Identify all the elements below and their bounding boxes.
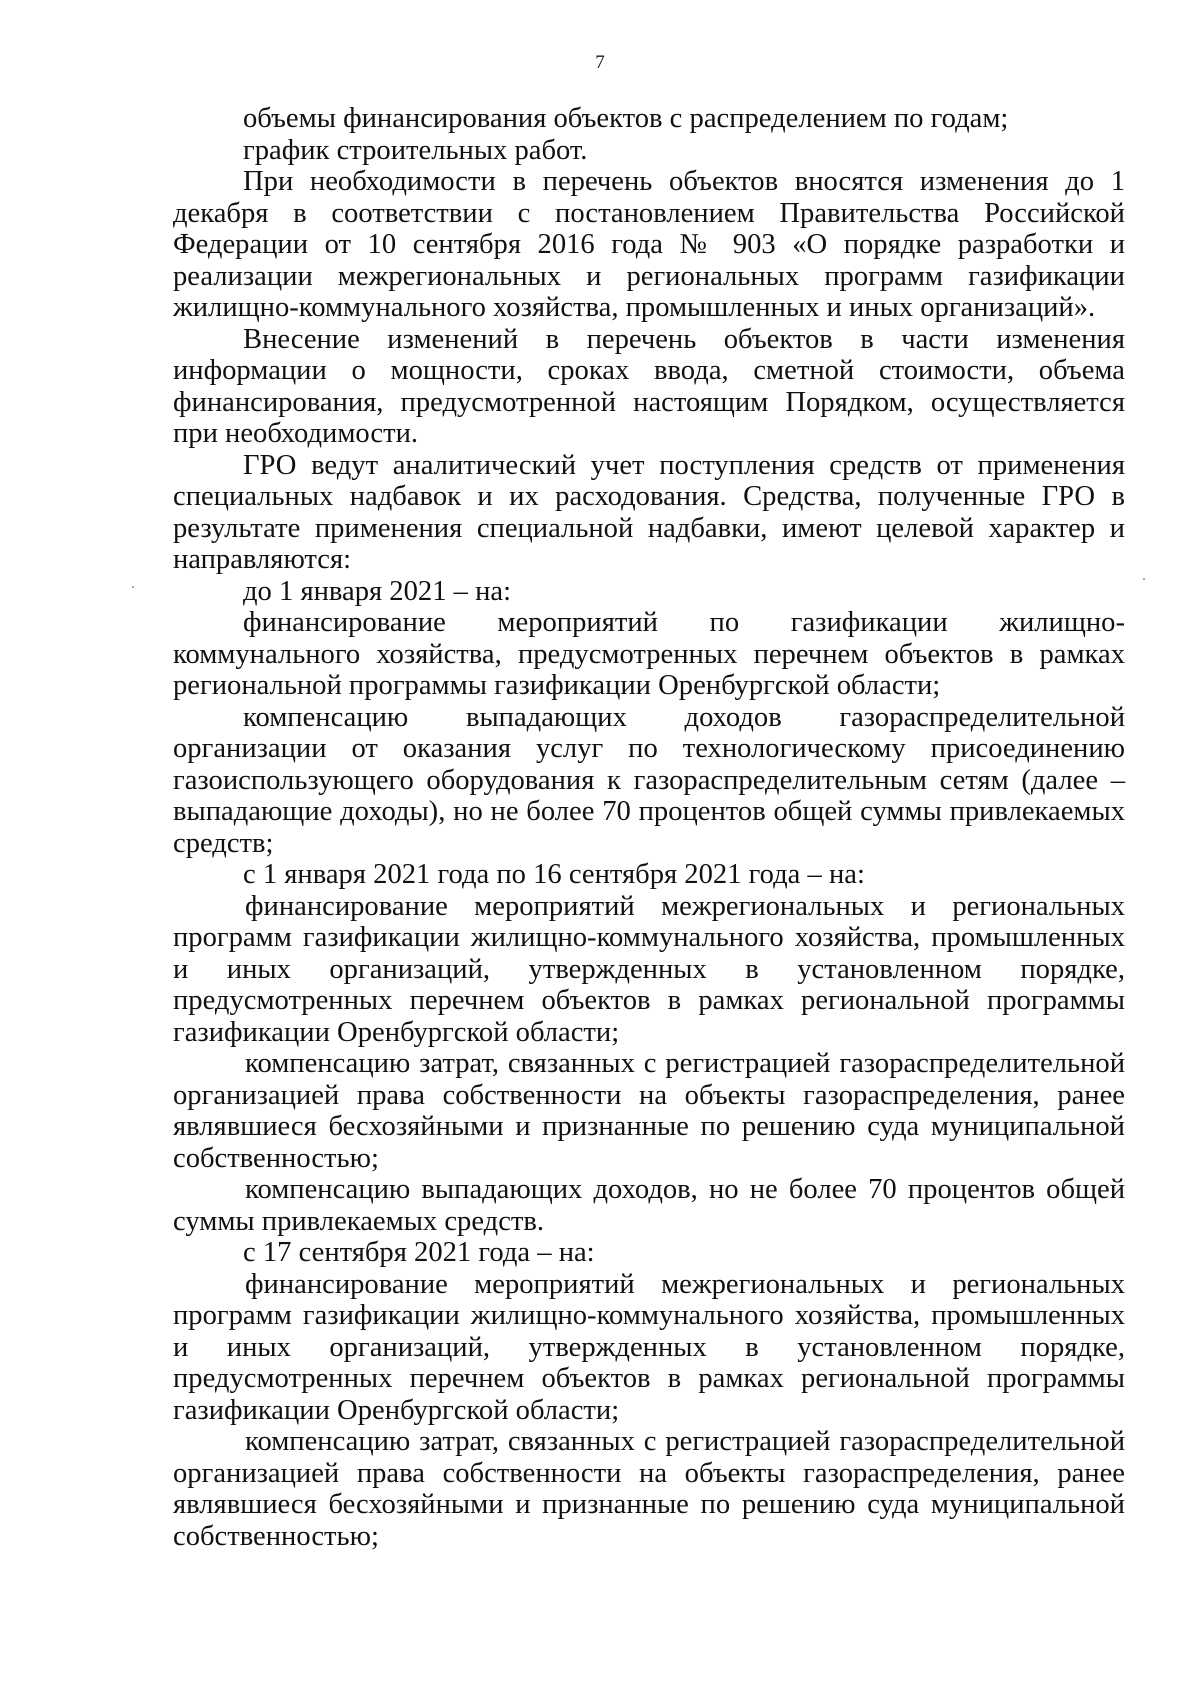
- paragraph: При необходимости в перечень объектов вносятся изменения до 1 декабря в соответствии с постановлением Правительства Российской Федерации от 10 сентября 2016 года № 903 «О порядке разработки и реализации межрегиональных и региональных программ газификации жилищно-коммунального хозяйства, промышленных и иных организаций».: [173, 166, 1125, 323]
- document-body: [173, 103, 1125, 1552]
- paragraph: до 1 января 2021 – на:: [243, 575, 512, 607]
- paragraph: график строительных работ.: [243, 134, 588, 166]
- paragraph: с 1 января 2021 года по 16 сентября 2021 года – на:: [243, 859, 865, 890]
- paragraph: с 17 сентября 2021 года – на:: [243, 1237, 595, 1268]
- paragraph: финансирование мероприятий по газификации жилищно-коммунального хозяйства, предусмотренных перечнем объектов в рамках региональной программы газификации Оренбургской области;: [173, 607, 1125, 701]
- scan-speck: [1143, 578, 1145, 580]
- paragraph: Внесение изменений в перечень объектов в части изменения информации о мощности, сроках ввода, сметной стоимости, объема финансирования, предусмотренной настоящим Порядком, осуществляется при необходимости.: [173, 323, 1125, 449]
- paragraph: компенсацию затрат, связанных с регистрацией газораспределительной организацией права собственности на объекты газораспределения, ранее являвшиеся бесхозяйными и признанные по решению суда муниципальной собственностью;: [173, 1048, 1125, 1174]
- paragraph: компенсацию затрат, связанных с регистрацией газораспределительной организацией права собственности на объекты газораспределения, ранее являвшиеся бесхозяйными и признанные по решению суда муниципальной собственностью;: [173, 1426, 1125, 1552]
- paragraph: компенсацию выпадающих доходов газораспределительной организации от оказания услуг по технологическому присоединению газоиспользующего оборудования к газораспределительным сетям (далее – выпадающие доходы), но не более 70 процентов общей суммы привлекаемых средств;: [173, 701, 1125, 859]
- paragraph: финансирование мероприятий межрегиональных и региональных программ газификации жилищно-коммунального хозяйства, промышленных и иных организаций, утвержденных в установленном порядке, предусмотренных перечнем объектов в рамках региональной программы газификации Оренбургской области;: [173, 1268, 1125, 1426]
- scan-speck: [132, 586, 134, 588]
- paragraph: компенсацию выпадающих доходов, но не более 70 процентов общей суммы привлекаемых средств.: [173, 1174, 1125, 1237]
- page-number: 7: [595, 52, 605, 73]
- paragraph: финансирование мероприятий межрегиональных и региональных программ газификации жилищно-коммунального хозяйства, промышленных и иных организаций, утвержденных в установленном порядке, предусмотренных перечнем объектов в рамках региональной программы газификации Оренбургской области;: [173, 890, 1125, 1048]
- paragraph: ГРО ведут аналитический учет поступления средств от применения специальных надбавок и их расходования. Средства, полученные ГРО в результате применения специальной надбавки, имеют целевой характер и направляются:: [173, 449, 1125, 575]
- paragraph: объемы финансирования объектов с распределением по годам;: [243, 103, 1009, 134]
